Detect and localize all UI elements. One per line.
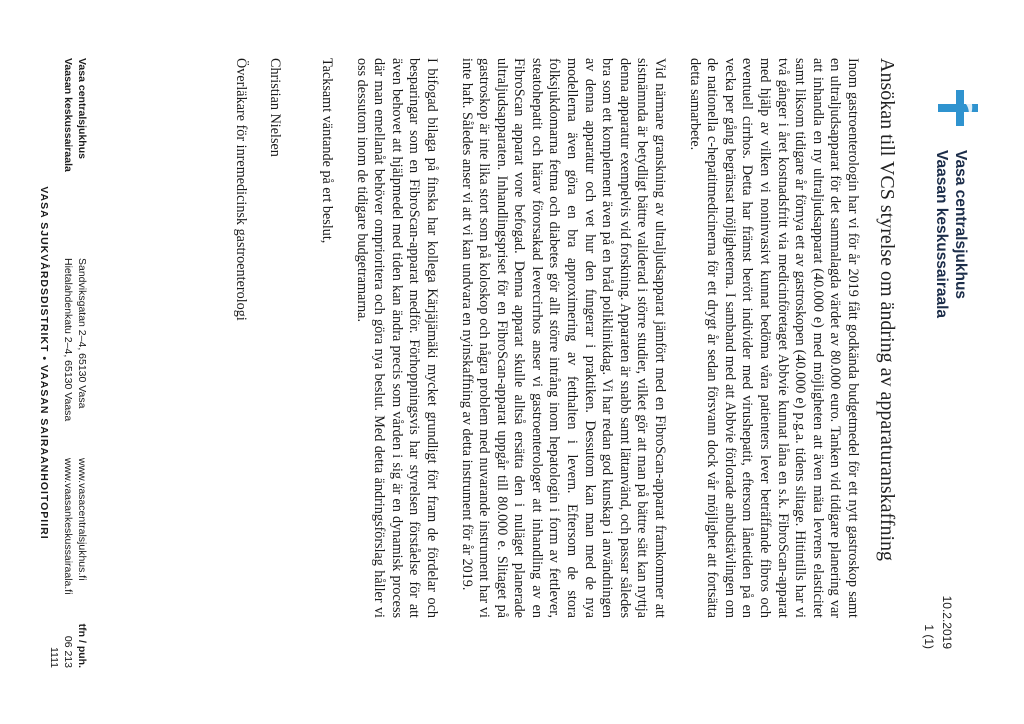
footer-org-line-2: Vaasan keskussairaala (62, 58, 74, 172)
footer-address-line-2: Hietalahdenkatu 2–4, 65130 Vaasa (62, 258, 74, 422)
paragraph-2: Vid närmare granskning av ultraljudsapparat jämfört med en FibroScan-apparat framkommer att sistnämnda är betydligt bättre validerad i större studier, vilket gör att man på bättre sätt kan nyttja denna apparatur exempelvis vid forskning. Apparaten är snabb samt lättanvänd, och passar således bra som ett komplement även på en bråd poliklinikdag. Vi har redan god kunskap i användningen av denna apparatur och vet hur den fungerar i praktiken. Dessutom kan man med de nya modellerna även göra en bra approximering av fetthalten i levern. Eftersom de stora folksjukdomarna fetma och diabetes gör allt större intrång inom hepatologin i form av fettlever, steatohepatit och härav förorsakad levercirrhos anser vi gastroenterologer att inhandling av en FibroScan apparat vore befogad. Denna apparat skulle alltså ersätta den i nuläget planerade ultraljudsapparaten. Inhandlingspriset för en FibroScan-apparat uppgår till 80.000 e. Slitaget på gastroskop är inte lika stort som på koloskop och några problem med nuvarande instrument har vi inte haft. Således anser vi att vi kan undvara en nyinskaffning av detta instrument för år 2019. (458, 58, 669, 618)
paragraph-3: I bifogad bilaga på finska har kollega Kärjäjämäki mycket grundligt fört fram de fördelar och besparingar som en FibroScan-apparat medför. Förhoppningsvis har styrelsen förståelse för att även behovet att hjälpmedel med tiden kan ändra precis som vården i sig är en dynamisk process där man emellanåt behöver omprioritera och göra nya beslut. Med detta ändringsförslag håller vi oss dessutom inom de tidigare budgetramarna. (353, 58, 440, 618)
letter-body (214, 58, 861, 618)
signature-name: Christian Nielsen (267, 58, 284, 157)
footer-address (61, 258, 89, 421)
cross-bird-logo-icon (936, 86, 980, 130)
paragraph-1: Inom gastroenterologin har vi för år 2019 fått godkända budgetmedel för ett nytt gastroskop samt en ultraljudsapparat för det sammalagda värdet av 80.000 euro. Tanken vid tidigare planering var att inhandla en ny ultraljudsapparat (40.000 e) med möjligheten att även mäta levrens elasticitet samt liksom tidigare år förnya ett av gastroskopen (40.000 e) p.g.a. tidens slitage. Hitintills har vi två gånger i året kostnadsfritt via medicinföretaget Abbvie kunnat låna en s.k. FibroScan-apparat med hjälp av vilken vi noninvasivt kunnat bedöma våra patienters lever beträffande fibros och eventuell cirrhos. Detta har främst berört individer med virushepatit, eftersom lånetiden på en vecka per gång begränsat möjligheterna. I samband med att Abbvie förlorade anbudstävlingen om de nationella c-hepatitmedicinerna för ett drygt år sedan försvann dock vår möjlighet att fortsätta detta samarbete. (686, 58, 861, 618)
date-block (920, 596, 956, 649)
footer-address-line-1: Sandviksgatan 2–4, 65130 Vasa (76, 258, 88, 409)
org-line-1: Vasa centralsjukhus (952, 150, 969, 300)
document-date: 10.2.2019 (940, 595, 954, 649)
footer-org-line-1: Vasa centralsjukhus (76, 58, 88, 159)
org-line-2: Vaasan keskussairaala (933, 150, 950, 319)
footer-org (61, 58, 89, 172)
footer-web-link-1[interactable]: www.vasacentralsjukhus.fi (76, 458, 88, 581)
footer-phone-label: tfn / puh. (76, 623, 88, 668)
signature-role: Överläkare för inremedicinsk gastroenterologi (232, 58, 249, 321)
organization-name (932, 150, 970, 318)
footer-phone-number: 06 213 1111 (48, 635, 74, 668)
footer-district: VASA SJUKVÅRDSDISTRIKT • VAASAN SAIRAANHOITOPIIRI (38, 186, 50, 540)
footer-web (61, 458, 89, 595)
footer-web-link-2[interactable]: www.vaasankeskussairaala.fi (62, 458, 74, 595)
page-number: 1 (1) (922, 624, 936, 649)
closing-line: Tacksamt väntande på ert beslut, (318, 58, 335, 244)
document-title: Ansökan till VCS styrelse om ändring av apparaturanskaffning (876, 58, 898, 562)
footer-phone (47, 618, 89, 668)
